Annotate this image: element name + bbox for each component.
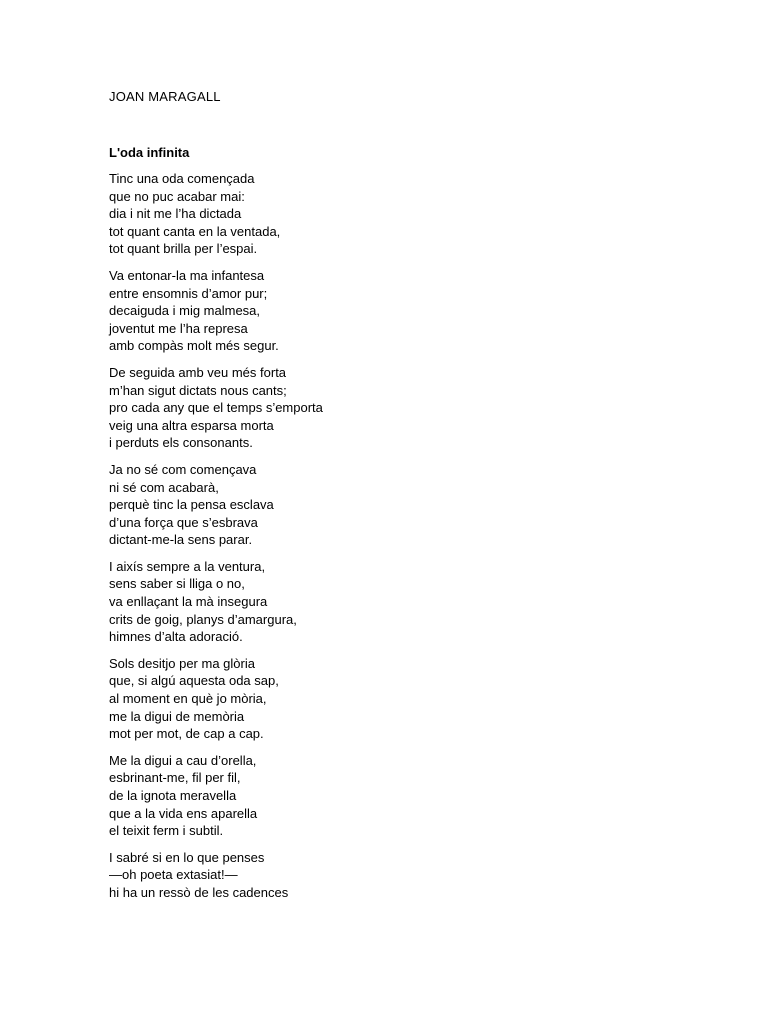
poem-line: de la ignota meravella [109,788,237,803]
poem-line: perquè tinc la pensa esclava [109,497,274,513]
poem-stanza [109,364,709,452]
poem-stanza [109,655,709,743]
poem-stanza [109,267,709,355]
poem-line: I sabré si en lo que penses [109,849,265,865]
poem-line: crits de goig, planys d’amargura, [109,611,297,627]
poem-stanza [109,752,709,840]
poem-line: Sols desitjo per ma glòria [109,655,255,671]
author-name: JOAN MARAGALL [109,89,221,104]
poem-line: dia i nit me l’ha dictada [109,206,242,222]
poem-line: que a la vida ens aparella [109,805,258,821]
poem-line: m’han sigut dictats nous cants; [109,382,287,398]
poem-line: i perduts els consonants. [109,435,253,451]
poem-stanza [109,849,709,902]
poem-line: que no puc acabar mai: [109,188,245,204]
poem-line: dictant-me-la sens parar. [109,532,253,548]
poem-stanza [109,558,709,646]
poem-line: I aixís sempre a la ventura, [109,558,266,574]
poem-line: Tinc una oda començada [109,171,255,186]
poem-line: decaiguda i mig malmesa, [109,303,261,319]
poem-body [109,170,709,911]
poem-line: que, si algú aquesta oda sap, [109,673,279,689]
poem-title: L'oda infinita [109,145,190,160]
poem-line: Va entonar-la ma infantesa [109,267,265,283]
poem-line: veig una altra esparsa morta [109,417,274,433]
poem-line: De seguida amb veu més forta [109,364,287,380]
poem-line: entre ensomnis d’amor pur; [109,285,268,301]
poem-line: esbrinant-me, fil per fil, [109,770,241,786]
poem-line: tot quant brilla per l’espai. [109,241,258,257]
poem-line: sens saber si lliga o no, [109,576,245,592]
poem-line: al moment en què jo mòria, [109,691,267,707]
poem-line: —oh poeta extasiat!— [109,867,238,883]
poem-line: pro cada any que el temps s’emporta [109,400,323,416]
poem-line: joventut me l’ha represa [109,320,248,336]
poem-line: mot per mot, de cap a cap. [109,726,264,742]
poem-line: amb compàs molt més segur. [109,338,279,354]
poem-line: el teixit ferm i subtil. [109,823,224,839]
poem-line: Me la digui a cau d’orella, [109,752,257,768]
poem-line: tot quant canta en la ventada, [109,223,281,239]
poem-stanza [109,461,709,549]
poem-line: me la digui de memòria [109,708,245,724]
poem-line: himnes d’alta adoració. [109,629,243,645]
poem-line: ni sé com acabarà, [109,479,219,495]
poem-line: d’una força que s’esbrava [109,514,258,530]
poem-stanza [109,170,709,258]
poem-line: hi ha un ressò de les cadences [109,884,289,900]
poem-line: Ja no sé com començava [109,461,257,477]
poem-line: va enllaçant la mà insegura [109,594,268,610]
